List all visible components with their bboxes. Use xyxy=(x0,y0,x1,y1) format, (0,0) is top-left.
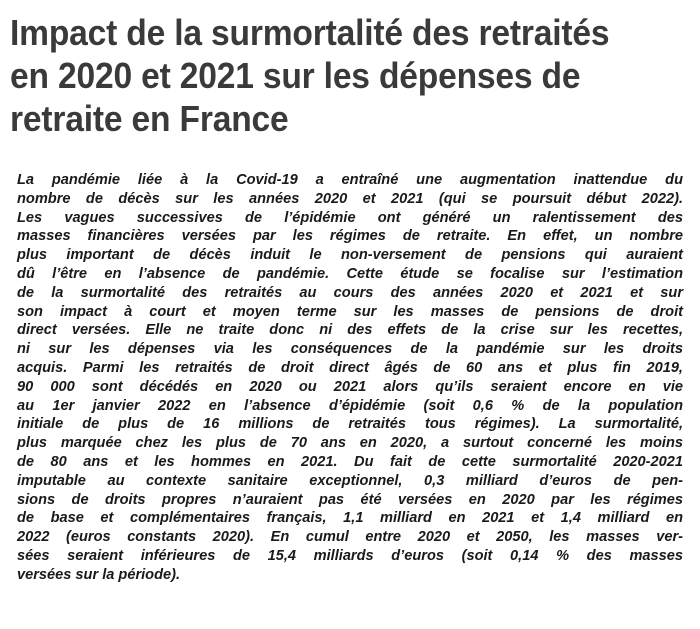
abstract-line: initiale de plus de 16 millions de retraités tous régimes). La surmortalité, xyxy=(17,416,683,433)
abstract-line: acquis. Parmi les retraités de droit direct âgés de 60 ans et plus fin 2019, xyxy=(17,359,683,376)
abstract-line: 90 000 sont décédés en 2020 ou 2021 alors qu’ils seraient encore en vie xyxy=(17,378,683,395)
abstract-line: plus important de décès induit le non-versement de pensions qui auraient xyxy=(17,247,683,264)
abstract-line: versées sur la période). xyxy=(17,566,181,583)
abstract-line: nombre de décès sur les années 2020 et 2021 (qui se poursuit début 2022). xyxy=(17,190,683,207)
title-line: retraite en France xyxy=(10,98,289,139)
abstract-line: de base et complémentaires français, 1,1 milliard en 2021 et 1,4 milliard en xyxy=(17,510,683,527)
title-line: en 2020 et 2021 sur les dépenses de xyxy=(10,55,581,96)
abstract-line: dû l’être en l’absence de pandémie. Cette étude se focalise sur l’estimation xyxy=(17,265,683,282)
abstract-line: plus marquée chez les plus de 70 ans en 2020, a surtout concerné les moins xyxy=(17,435,683,452)
abstract-line: sions de droits propres n’auraient pas été versées en 2020 par les régimes xyxy=(17,491,683,508)
abstract-line: ni sur les dépenses via les conséquences de la pandémie sur les droits xyxy=(17,341,683,358)
abstract-line: son impact à court et moyen terme sur les masses de pensions de droit xyxy=(17,303,683,320)
document-title xyxy=(10,11,645,140)
abstract-line: direct versées. Elle ne traite donc ni des effets de la crise sur les recettes, xyxy=(17,322,683,339)
abstract-line: de la surmortalité des retraités au cours des années 2020 et 2021 et sur xyxy=(17,284,683,301)
abstract-line: 2022 (euros constants 2020). En cumul entre 2020 et 2050, les masses ver- xyxy=(17,529,683,546)
abstract-line: masses financières versées par les régimes de retraite. En effet, un nombre xyxy=(17,228,683,245)
abstract-line: au 1er janvier 2022 en l’absence d’épidémie (soit 0,6 % de la population xyxy=(17,397,683,414)
abstract-line: La pandémie liée à la Covid-19 a entraîné une augmentation inattendue du xyxy=(17,172,683,188)
abstract-line: imputable au contexte sanitaire exceptionnel, 0,3 milliard d’euros de pen- xyxy=(17,472,683,489)
title-line: Impact de la surmortalité des retraités xyxy=(10,12,610,53)
abstract-line: de 80 ans et les hommes en 2021. Du fait de cette surmortalité 2020-2021 xyxy=(17,453,683,470)
abstract-line: Les vagues successives de l’épidémie ont généré un ralentissement des xyxy=(17,209,683,226)
abstract-line: sées seraient inférieures de 15,4 milliards d’euros (soit 0,14 % des masses xyxy=(17,547,683,564)
abstract-paragraph xyxy=(17,171,683,585)
